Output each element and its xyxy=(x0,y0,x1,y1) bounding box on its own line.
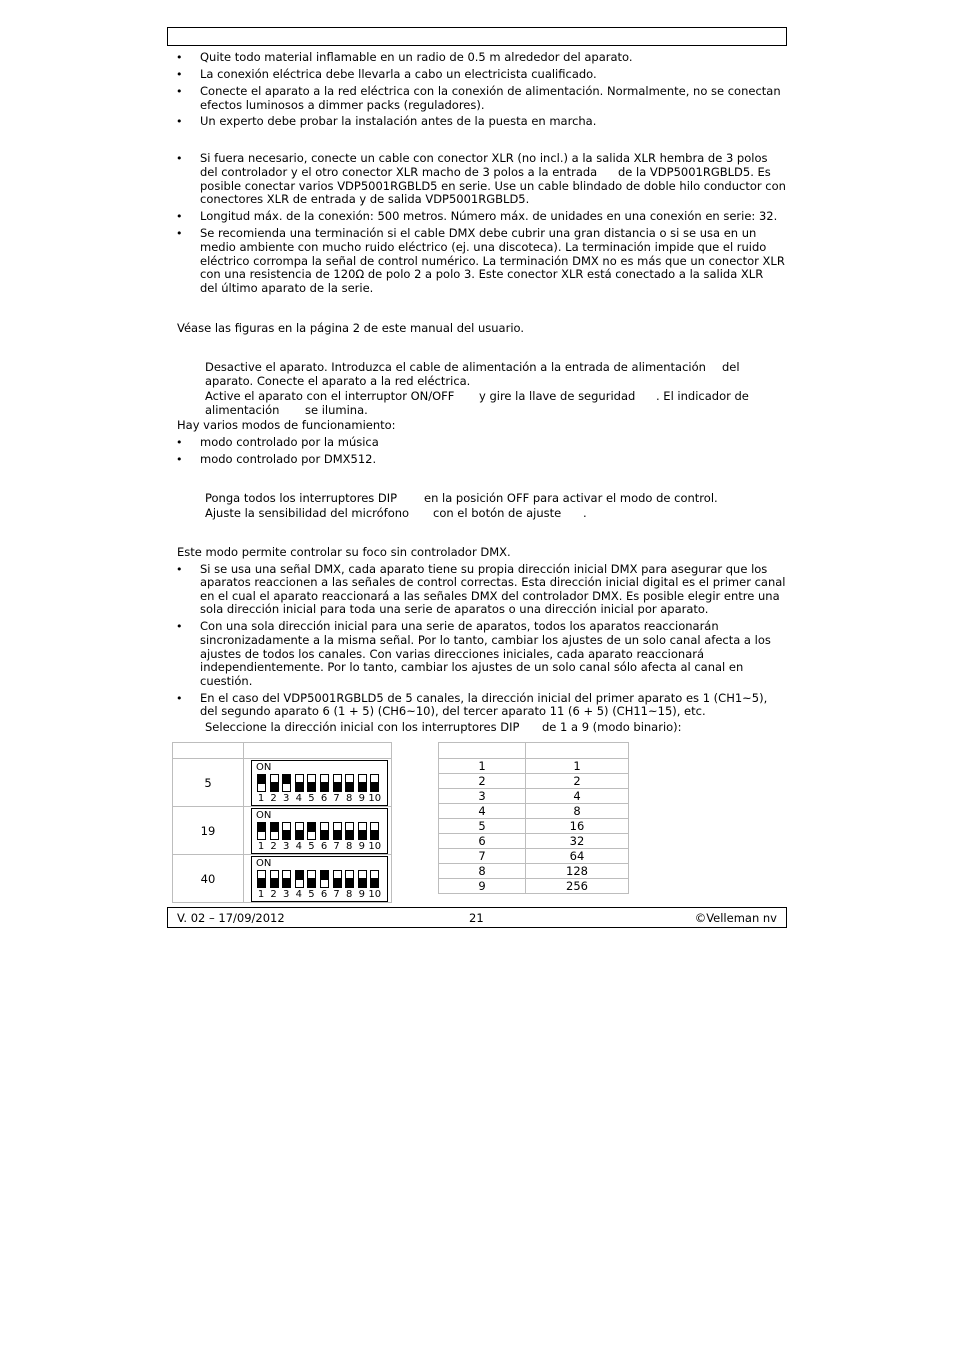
dip-switch xyxy=(257,822,266,840)
dip-switch xyxy=(307,870,316,888)
dip-switch xyxy=(270,774,279,792)
dip-switch xyxy=(282,870,291,888)
dip-switch-knob xyxy=(371,878,378,887)
dip-value-cell: 64 xyxy=(526,849,629,864)
figures-note: Véase las figuras en la página 2 de este manual del usuario. xyxy=(177,321,524,335)
text-line: independientemente. Por lo tanto, cambiar los ajustes de un solo canal sólo afecta al canal en xyxy=(200,660,744,674)
dip-number-cell: 2 xyxy=(439,774,526,789)
dip-switch xyxy=(333,870,342,888)
dip-switch-knob xyxy=(283,775,290,784)
dip-switch-number: 7 xyxy=(333,841,340,852)
dip-switch xyxy=(270,870,279,888)
dip-switch-knob xyxy=(283,830,290,839)
text-line: y gire la llave de seguridad xyxy=(479,389,636,403)
dip-switch-number: 6 xyxy=(320,889,328,900)
dip-switch-number: 5 xyxy=(308,793,315,804)
dip-switch-diagram xyxy=(251,856,388,902)
text-line: Desactive el aparato. Introduzca el cable de alimentación a la entrada de alimentación xyxy=(205,360,706,374)
dip-switch xyxy=(370,774,379,792)
text-line: . xyxy=(583,506,587,520)
dip-switch-knob xyxy=(271,782,278,791)
dip-switch-knob xyxy=(308,782,315,791)
dip-switch-knob xyxy=(296,871,303,880)
dip-switch xyxy=(345,870,354,888)
bullet-dot: • xyxy=(176,68,183,81)
text-line: Si se usa una señal DMX, cada aparato tiene su propia dirección inicial DMX para asegurar que los xyxy=(200,562,768,576)
dip-switch-number: 1 xyxy=(257,889,265,900)
dip-switch-number: 2 xyxy=(270,793,277,804)
dip-number-cell: 9 xyxy=(439,879,526,894)
dip-switch-knob xyxy=(359,830,366,839)
text-line: ajustes de todos los canales. Con varias direcciones iniciales, cada aparato reaccionará xyxy=(200,647,705,661)
dip-switch-number: 10 xyxy=(368,793,382,804)
dip-switch-knob xyxy=(346,782,353,791)
page-footer xyxy=(167,907,787,928)
dip-switch xyxy=(307,774,316,792)
dip-switch-number: 7 xyxy=(333,889,340,900)
dip-switch-knob xyxy=(296,830,303,839)
dip-switch-number: 9 xyxy=(358,793,365,804)
dip-value-cell: 4 xyxy=(526,789,629,804)
bullet-dot: • xyxy=(176,85,183,98)
dip-switch-knob xyxy=(258,823,265,832)
text-line: Active el aparato con el interruptor ON/OFF xyxy=(205,389,455,403)
dip-switch xyxy=(295,870,304,888)
text-line: Hay varios modos de funcionamiento: xyxy=(177,418,396,432)
dip-switch-knob xyxy=(371,782,378,791)
dip-switch-knob xyxy=(321,871,328,880)
dip-switch-knob xyxy=(321,830,328,839)
text-line: efectos luminosos a dimmer packs (reguladores). xyxy=(200,98,485,112)
bullet-dot: • xyxy=(176,692,183,705)
text-line: en el cual el aparato reaccionará a las señales DMX del controlador DMX. Es posible elegir entre una xyxy=(200,589,780,603)
text-line: En el caso del VDP5001RGBLD5 de 5 canales, la dirección inicial del primer aparato es 1 (CH1~5), xyxy=(200,691,768,705)
dip-switch-number: 3 xyxy=(283,841,290,852)
dip-switch-number: 6 xyxy=(320,793,328,804)
dip-switch-knob xyxy=(334,782,341,791)
dip-value-cell: 128 xyxy=(526,864,629,879)
dip-switch xyxy=(333,774,342,792)
dip-address-cell: 40 xyxy=(173,855,244,903)
text-line: Conecte el aparato a la red eléctrica con la conexión de alimentación. Normalmente, no se conectan xyxy=(200,84,781,98)
text-line: alimentación xyxy=(205,403,280,417)
text-line: Con una sola dirección inicial para una serie de aparatos, todos los aparatos reaccionarán xyxy=(200,619,719,633)
dip-switch-number: 10 xyxy=(368,889,382,900)
dip-switch-diagram xyxy=(251,808,388,854)
dip-switch xyxy=(320,774,329,792)
text-line: Longitud máx. de la conexión: 500 metros. Número máx. de unidades en una conexión en serie: 32. xyxy=(200,209,778,223)
dip-switch xyxy=(370,822,379,840)
dip-switch-knob xyxy=(334,830,341,839)
dip-switch-number: 8 xyxy=(346,841,353,852)
dip-switch xyxy=(270,822,279,840)
dip-switch-number: 5 xyxy=(308,841,315,852)
text-line: con una resistencia de 120Ω de polo 2 a polo 3. Este conector XLR está conectado a la salida XLR xyxy=(200,267,764,281)
dip-switch-knob xyxy=(271,823,278,832)
bullet-dot: • xyxy=(176,620,183,633)
dip-switch-knob xyxy=(258,878,265,887)
dip-on-label: ON xyxy=(256,810,272,821)
dip-switch xyxy=(370,870,379,888)
dip-switch xyxy=(333,822,342,840)
text-line: eléctrico corrompa la señal de control numérico. La terminación DMX no es más que un conector XLR xyxy=(200,254,785,268)
dip-switch-knob xyxy=(371,830,378,839)
dip-switch-number: 1 xyxy=(257,841,265,852)
bullet-dot: • xyxy=(176,152,183,165)
dip-switch xyxy=(295,774,304,792)
dip-switch-knob xyxy=(283,878,290,887)
dip-switch-number: 4 xyxy=(295,841,302,852)
text-line: La conexión eléctrica debe llevarla a cabo un electricista cualificado. xyxy=(200,67,597,81)
text-line: sincronizadamente a la misma señal. Por lo tanto, cambiar los ajustes de un solo canal afecta a los xyxy=(200,633,771,647)
dip-switch xyxy=(320,822,329,840)
text-line: modo controlado por la música xyxy=(200,435,379,449)
dip-switch-number: 2 xyxy=(270,889,277,900)
dip-address-cell: 5 xyxy=(173,759,244,807)
dip-on-label: ON xyxy=(256,762,272,773)
dip-number-cell: 7 xyxy=(439,849,526,864)
dip-switch-number: 3 xyxy=(283,793,290,804)
dip-value-cell: 8 xyxy=(526,804,629,819)
dip-switch xyxy=(257,870,266,888)
dip-switch-number: 9 xyxy=(358,841,365,852)
dip-switch-diagram xyxy=(251,760,388,806)
footer-copyright: ©Velleman nv xyxy=(694,911,777,925)
dip-switch xyxy=(358,774,367,792)
dip-value-cell: 256 xyxy=(526,879,629,894)
text-line: Este modo permite controlar su foco sin controlador DMX. xyxy=(177,545,511,559)
dip-number-cell: 8 xyxy=(439,864,526,879)
text-line: Seleccione la dirección inicial con los interruptores DIP xyxy=(205,720,520,734)
dip-switch xyxy=(358,822,367,840)
dip-switch-number: 2 xyxy=(270,841,277,852)
dip-number-cell: 6 xyxy=(439,834,526,849)
dip-switch xyxy=(358,870,367,888)
text-line: aparatos reaccionen a las señales de control correctas. Esta dirección inicial digital es el primer canal xyxy=(200,575,786,589)
dip-switch xyxy=(282,774,291,792)
dip-switch-number: 7 xyxy=(333,793,340,804)
dip-value-cell: 1 xyxy=(526,759,629,774)
bullet-dot: • xyxy=(176,210,183,223)
dip-switch-knob xyxy=(308,878,315,887)
text-line: Se recomienda una terminación si el cable DMX debe cubrir una gran distancia o si se usa en un xyxy=(200,226,757,240)
dip-switch-knob xyxy=(308,823,315,832)
dip-value-cell: 2 xyxy=(526,774,629,789)
dip-number-cell: 3 xyxy=(439,789,526,804)
bullet-dot: • xyxy=(176,51,183,64)
dip-switch-knob xyxy=(258,775,265,784)
text-line: del xyxy=(722,360,740,374)
dip-switch-knob xyxy=(359,878,366,887)
text-line: medio ambiente con mucho ruido eléctrico (ej. una discoteca). La terminación impide que el ruido xyxy=(200,240,767,254)
text-line: Ajuste la sensibilidad del micrófono xyxy=(205,506,410,520)
bullet-dot: • xyxy=(176,227,183,240)
text-line: sola dirección inicial para toda una serie de aparatos o una dirección inicial por aparato. xyxy=(200,602,709,616)
dip-switch-number: 9 xyxy=(358,889,365,900)
page-header-box xyxy=(167,27,787,46)
dip-switch-number: 4 xyxy=(295,793,302,804)
dip-switch xyxy=(320,870,329,888)
text-line: cuestión. xyxy=(200,674,253,688)
dip-switch xyxy=(345,774,354,792)
text-line: del segundo aparato 6 (1 + 5) (CH6~10), del tercer aparato 11 (6 + 5) (CH11~15), etc. xyxy=(200,704,706,718)
text-line: del último aparato de la serie. xyxy=(200,281,374,295)
dip-switch-number: 1 xyxy=(257,793,265,804)
dip-switch-knob xyxy=(359,782,366,791)
text-line: de la VDP5001RGBLD5. Es xyxy=(618,165,771,179)
binary-value-table xyxy=(438,742,629,894)
dip-switch xyxy=(307,822,316,840)
dip-on-label: ON xyxy=(256,858,272,869)
bullet-dot: • xyxy=(176,115,183,128)
bullet-dot: • xyxy=(176,436,183,449)
dip-switch-knob xyxy=(346,878,353,887)
text-line: Si fuera necesario, conecte un cable con conector XLR (no incl.) a la salida XLR hembra de 3 polos xyxy=(200,151,768,165)
text-line: aparato. Conecte el aparato a la red eléctrica. xyxy=(205,374,471,388)
dip-switch xyxy=(345,822,354,840)
dip-switch-number: 5 xyxy=(308,889,315,900)
dip-value-cell: 32 xyxy=(526,834,629,849)
dip-value-cell: 16 xyxy=(526,819,629,834)
text-line: en la posición OFF para activar el modo de control. xyxy=(424,491,718,505)
text-line: conectores XLR de entrada y de salida VDP5001RGBLD5. xyxy=(200,192,530,206)
dip-switch-number: 6 xyxy=(320,841,328,852)
dip-number-cell: 5 xyxy=(439,819,526,834)
text-line: Ponga todos los interruptores DIP xyxy=(205,491,398,505)
text-line: Quite todo material inflamable en un radio de 0.5 m alrededor del aparato. xyxy=(200,50,633,64)
dip-switch-number: 8 xyxy=(346,889,353,900)
footer-page-number: 21 xyxy=(469,911,484,925)
dip-switch-knob xyxy=(296,782,303,791)
text-line: de 1 a 9 (modo binario): xyxy=(542,720,682,734)
footer-version: V. 02 – 17/09/2012 xyxy=(177,911,285,925)
text-line: del controlador y el otro conector XLR macho de 3 polos a la entrada xyxy=(200,165,598,179)
dip-switch-knob xyxy=(321,782,328,791)
dip-number-cell: 4 xyxy=(439,804,526,819)
dip-address-cell: 19 xyxy=(173,807,244,855)
text-line: se ilumina. xyxy=(305,403,368,417)
text-line: modo controlado por DMX512. xyxy=(200,452,377,466)
dip-switch-knob xyxy=(334,878,341,887)
dip-switch xyxy=(282,822,291,840)
text-line: Un experto debe probar la instalación antes de la puesta en marcha. xyxy=(200,114,597,128)
dip-switch-knob xyxy=(271,878,278,887)
dip-switch-number: 4 xyxy=(295,889,302,900)
dip-switch xyxy=(257,774,266,792)
text-line: con el botón de ajuste xyxy=(433,506,562,520)
dip-switch-knob xyxy=(346,830,353,839)
dip-switch-number: 10 xyxy=(368,841,382,852)
dip-switch-number: 3 xyxy=(283,889,290,900)
dip-switch-number: 8 xyxy=(346,793,353,804)
bullet-dot: • xyxy=(176,453,183,466)
dip-number-cell: 1 xyxy=(439,759,526,774)
text-line: posible conectar varios VDP5001RGBLD5 en serie. Use un cable blindado de doble hilo conductor con xyxy=(200,179,786,193)
text-line: . El indicador de xyxy=(656,389,749,403)
bullet-dot: • xyxy=(176,563,183,576)
dip-switch xyxy=(295,822,304,840)
